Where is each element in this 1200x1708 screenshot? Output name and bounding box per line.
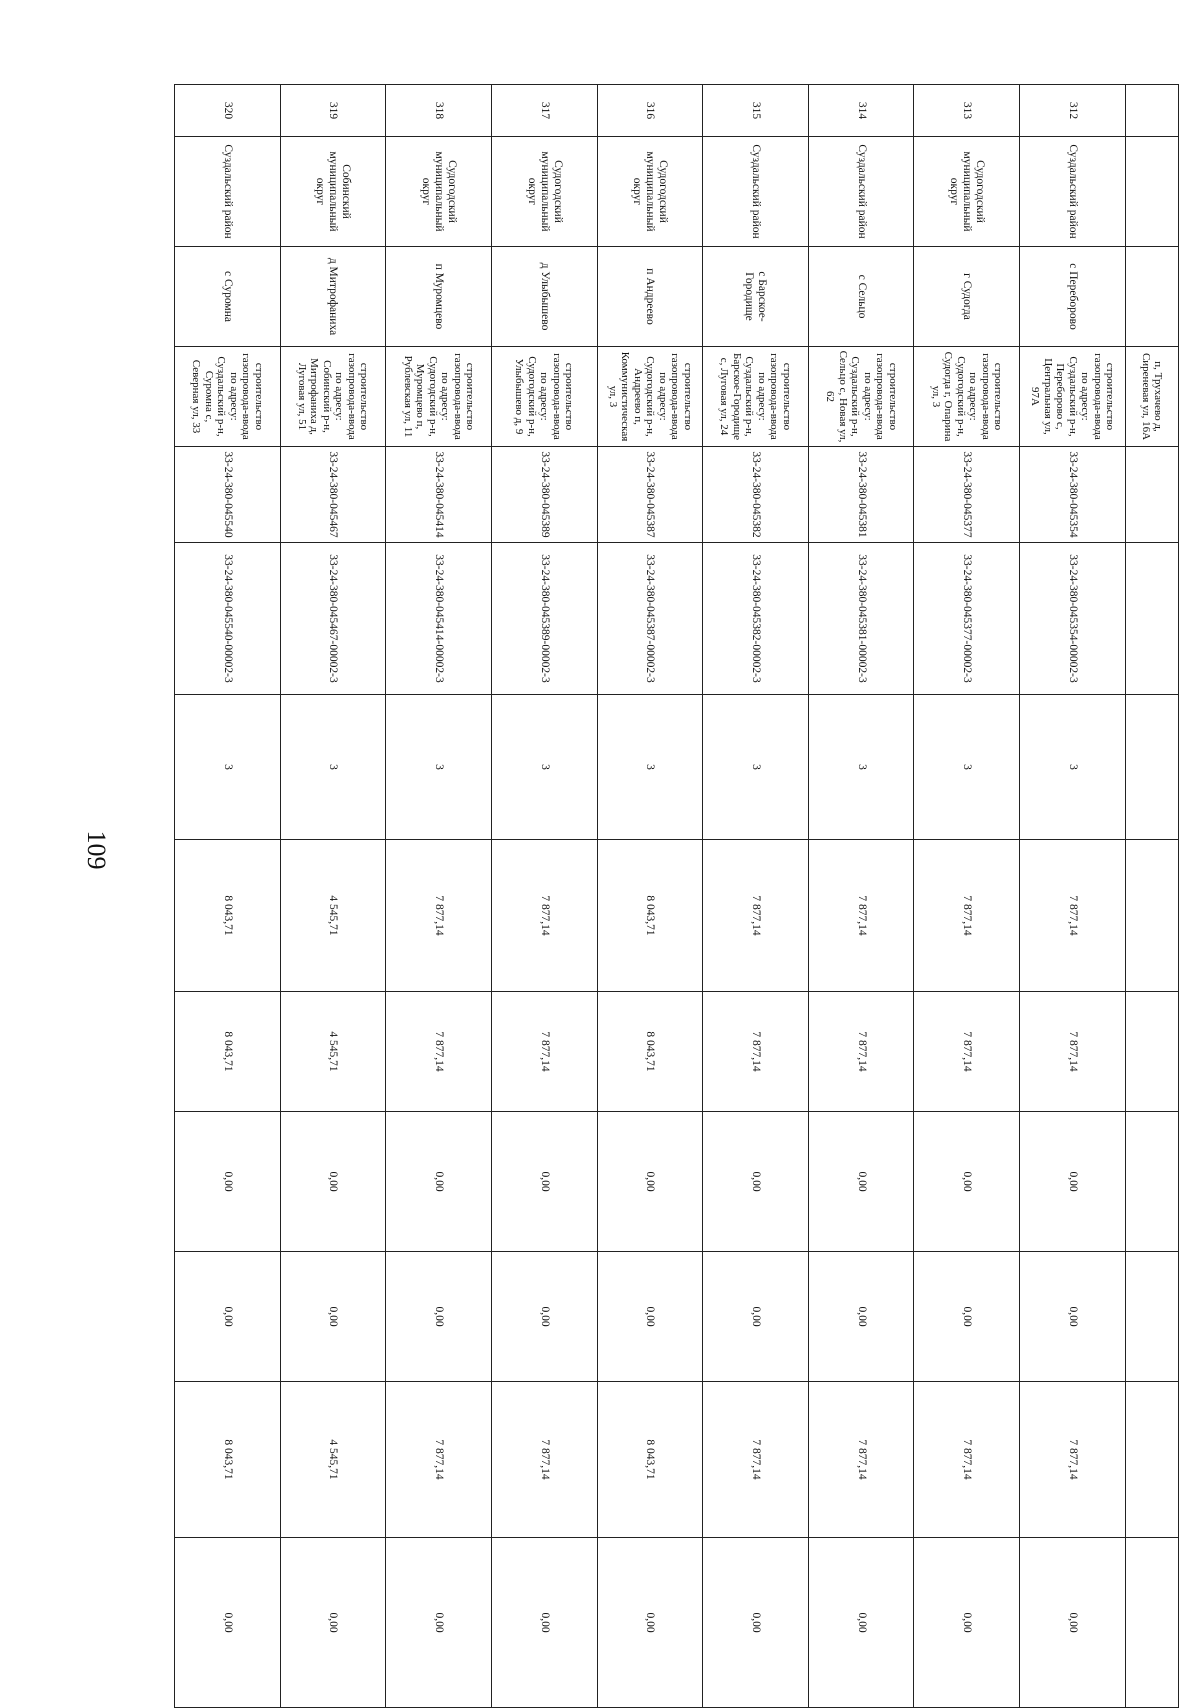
cell-full-code: 33-24-380-045467-00002-3 (280, 543, 386, 695)
cell-v4: 0,00 (597, 1252, 703, 1382)
cell-v4: 0,00 (1020, 1252, 1126, 1382)
cell-v6: 0,00 (386, 1538, 492, 1708)
cell-v6: 0,00 (175, 1538, 281, 1708)
cell-address: строительство газопровода-ввода по адресу: Судогодский р-н, Андреево п, Коммунистическая ул, 3 (597, 347, 703, 447)
cell-code: 33-24-380-045540 (175, 447, 281, 543)
cell-num: 317 (491, 85, 597, 137)
cell-district (1125, 137, 1178, 247)
cell-v5: 7 877,14 (1020, 1382, 1126, 1538)
cell-district: Судогодский муниципальный округ (914, 137, 1020, 247)
cell-code: 33-24-380-045377 (914, 447, 1020, 543)
cell-address: строительство газопровода-ввода по адресу: Суздальский р-н, Переборово с, Центральная ул, 97А (1020, 347, 1126, 447)
table-row (703, 85, 809, 1708)
cell-address: строительство газопровода-ввода по адресу: Судогодский р-н, Улыбышево д, 9 (491, 347, 597, 447)
cell-v6: 0,00 (280, 1538, 386, 1708)
cell-locality: п Андреево (597, 247, 703, 347)
cell-full-code: 33-24-380-045382-00002-3 (703, 543, 809, 695)
cell-full-code: 33-24-380-045540-00002-3 (175, 543, 281, 695)
cell-v1: 7 877,14 (703, 840, 809, 992)
cell-address: строительство газопровода-ввода по адресу: Собинский р-н, Митрофаниха д, Луговая ул, 51 (280, 347, 386, 447)
cell-category: 3 (386, 695, 492, 840)
cell-locality (1125, 247, 1178, 347)
cell-v2: 7 877,14 (703, 992, 809, 1112)
cell-category: 3 (491, 695, 597, 840)
table-row (175, 85, 281, 1708)
cell-num: 313 (914, 85, 1020, 137)
cell-v5: 7 877,14 (914, 1382, 1020, 1538)
cell-category: 3 (808, 695, 914, 840)
cell-v3: 0,00 (175, 1112, 281, 1252)
cell-v1: 7 877,14 (491, 840, 597, 992)
cell-v4: 0,00 (175, 1252, 281, 1382)
cell-locality: г Судогда (914, 247, 1020, 347)
cell-v4: 0,00 (703, 1252, 809, 1382)
cell-v4: 0,00 (386, 1252, 492, 1382)
cell-v3: 0,00 (491, 1112, 597, 1252)
table-row (808, 85, 914, 1708)
cell-num: 314 (808, 85, 914, 137)
cell-address: п, Трухачево д, Сиреневая ул, 16А (1125, 347, 1178, 447)
cell-v5: 8 043,71 (597, 1382, 703, 1538)
table-row (491, 85, 597, 1708)
cell-v2: 7 877,14 (808, 992, 914, 1112)
table-row (597, 85, 703, 1708)
cell-v3: 0,00 (597, 1112, 703, 1252)
page-number: 109 (82, 830, 111, 870)
cell-category: 3 (914, 695, 1020, 840)
cell-district: Судогодский муниципальный округ (597, 137, 703, 247)
cell-v6: 0,00 (491, 1538, 597, 1708)
cell-v1: 8 043,71 (175, 840, 281, 992)
cell-full-code (1125, 543, 1178, 695)
table-row (386, 85, 492, 1708)
cell-num: 320 (175, 85, 281, 137)
cell-v1: 7 877,14 (914, 840, 1020, 992)
cell-v3: 0,00 (280, 1112, 386, 1252)
cell-full-code: 33-24-380-045354-00002-3 (1020, 543, 1126, 695)
cell-locality: д Улыбышево (491, 247, 597, 347)
cell-code (1125, 447, 1178, 543)
cell-v3 (1125, 1112, 1178, 1252)
cell-v2: 4 545,71 (280, 992, 386, 1112)
cell-locality: п Муромцево (386, 247, 492, 347)
table-row-continued (1125, 85, 1178, 1708)
cell-v5 (1125, 1382, 1178, 1538)
cell-code: 33-24-380-045387 (597, 447, 703, 543)
cell-locality: с Переборово (1020, 247, 1126, 347)
cell-v5: 7 877,14 (386, 1382, 492, 1538)
cell-address: строительство газопровода-ввода по адресу: Суздальский р-н, Сельцо с, Новая ул, 62 (808, 347, 914, 447)
cell-v1: 7 877,14 (1020, 840, 1126, 992)
cell-code: 33-24-380-045467 (280, 447, 386, 543)
cell-v5: 7 877,14 (491, 1382, 597, 1538)
cell-v5: 7 877,14 (703, 1382, 809, 1538)
cell-district: Судогодский муниципальный округ (491, 137, 597, 247)
table-row (914, 85, 1020, 1708)
cell-num: 315 (703, 85, 809, 137)
cell-district: Суздальский район (703, 137, 809, 247)
cell-code: 33-24-380-045381 (808, 447, 914, 543)
cell-v3: 0,00 (703, 1112, 809, 1252)
cell-v4 (1125, 1252, 1178, 1382)
cell-district: Собинский муниципальный округ (280, 137, 386, 247)
cell-full-code: 33-24-380-045389-00002-3 (491, 543, 597, 695)
cell-category: 3 (703, 695, 809, 840)
cell-v3: 0,00 (914, 1112, 1020, 1252)
table-stage (174, 84, 1179, 1633)
cell-category (1125, 695, 1178, 840)
cell-locality: д Митрофаниха (280, 247, 386, 347)
cell-v1: 7 877,14 (808, 840, 914, 992)
cell-v2: 7 877,14 (491, 992, 597, 1112)
cell-v2: 7 877,14 (386, 992, 492, 1112)
cell-num: 318 (386, 85, 492, 137)
cell-category: 3 (1020, 695, 1126, 840)
cell-v5: 8 043,71 (175, 1382, 281, 1538)
cell-v3: 0,00 (1020, 1112, 1126, 1252)
cell-v3: 0,00 (386, 1112, 492, 1252)
rotated-table-wrapper (174, 84, 1179, 1633)
cell-v6: 0,00 (597, 1538, 703, 1708)
cell-v4: 0,00 (280, 1252, 386, 1382)
cell-code: 33-24-380-045382 (703, 447, 809, 543)
cell-category: 3 (280, 695, 386, 840)
table-row (1020, 85, 1126, 1708)
cell-v2: 8 043,71 (597, 992, 703, 1112)
cell-v1: 8 043,71 (597, 840, 703, 992)
cell-num: 312 (1020, 85, 1126, 137)
cell-num: 319 (280, 85, 386, 137)
cell-v5: 4 545,71 (280, 1382, 386, 1538)
data-table (174, 84, 1179, 1708)
cell-v1: 7 877,14 (386, 840, 492, 992)
cell-full-code: 33-24-380-045381-00002-3 (808, 543, 914, 695)
cell-address: строительство газопровода-ввода по адресу: Суздальский р-н, Суромна с, Северная ул, 33 (175, 347, 281, 447)
cell-v6: 0,00 (914, 1538, 1020, 1708)
cell-v2 (1125, 992, 1178, 1112)
cell-district: Суздальский район (808, 137, 914, 247)
cell-v4: 0,00 (914, 1252, 1020, 1382)
cell-district: Судогодский муниципальный округ (386, 137, 492, 247)
cell-v1 (1125, 840, 1178, 992)
cell-v5: 7 877,14 (808, 1382, 914, 1538)
cell-full-code: 33-24-380-045377-00002-3 (914, 543, 1020, 695)
cell-full-code: 33-24-380-045414-00002-3 (386, 543, 492, 695)
cell-address: строительство газопровода-ввода по адресу: Суздальский р-н, Барское-Городище с, Луговая ул, 24 (703, 347, 809, 447)
cell-address: строительство газопровода-ввода по адресу: Судогодский р-н, Муромцево п, Рублевская ул, 11 (386, 347, 492, 447)
cell-category: 3 (175, 695, 281, 840)
cell-num: 316 (597, 85, 703, 137)
cell-locality: с Сельцо (808, 247, 914, 347)
cell-district: Суздальский район (1020, 137, 1126, 247)
cell-category: 3 (597, 695, 703, 840)
cell-code: 33-24-380-045414 (386, 447, 492, 543)
cell-v2: 8 043,71 (175, 992, 281, 1112)
cell-num (1125, 85, 1178, 137)
cell-v1: 4 545,71 (280, 840, 386, 992)
cell-v6: 0,00 (808, 1538, 914, 1708)
cell-v2: 7 877,14 (914, 992, 1020, 1112)
cell-code: 33-24-380-045389 (491, 447, 597, 543)
cell-v4: 0,00 (491, 1252, 597, 1382)
cell-v2: 7 877,14 (1020, 992, 1126, 1112)
table-row (280, 85, 386, 1708)
cell-locality: с Барское-Городище (703, 247, 809, 347)
cell-v4: 0,00 (808, 1252, 914, 1382)
cell-v6: 0,00 (703, 1538, 809, 1708)
cell-district: Суздальский район (175, 137, 281, 247)
cell-v6: 0,00 (1020, 1538, 1126, 1708)
cell-address: строительство газопровода-ввода по адресу: Судогодский р-н, Судогда г, Опарина ул, 3 (914, 347, 1020, 447)
cell-full-code: 33-24-380-045387-00002-3 (597, 543, 703, 695)
cell-code: 33-24-380-045354 (1020, 447, 1126, 543)
cell-v6 (1125, 1538, 1178, 1708)
cell-v3: 0,00 (808, 1112, 914, 1252)
cell-locality: с Суромна (175, 247, 281, 347)
